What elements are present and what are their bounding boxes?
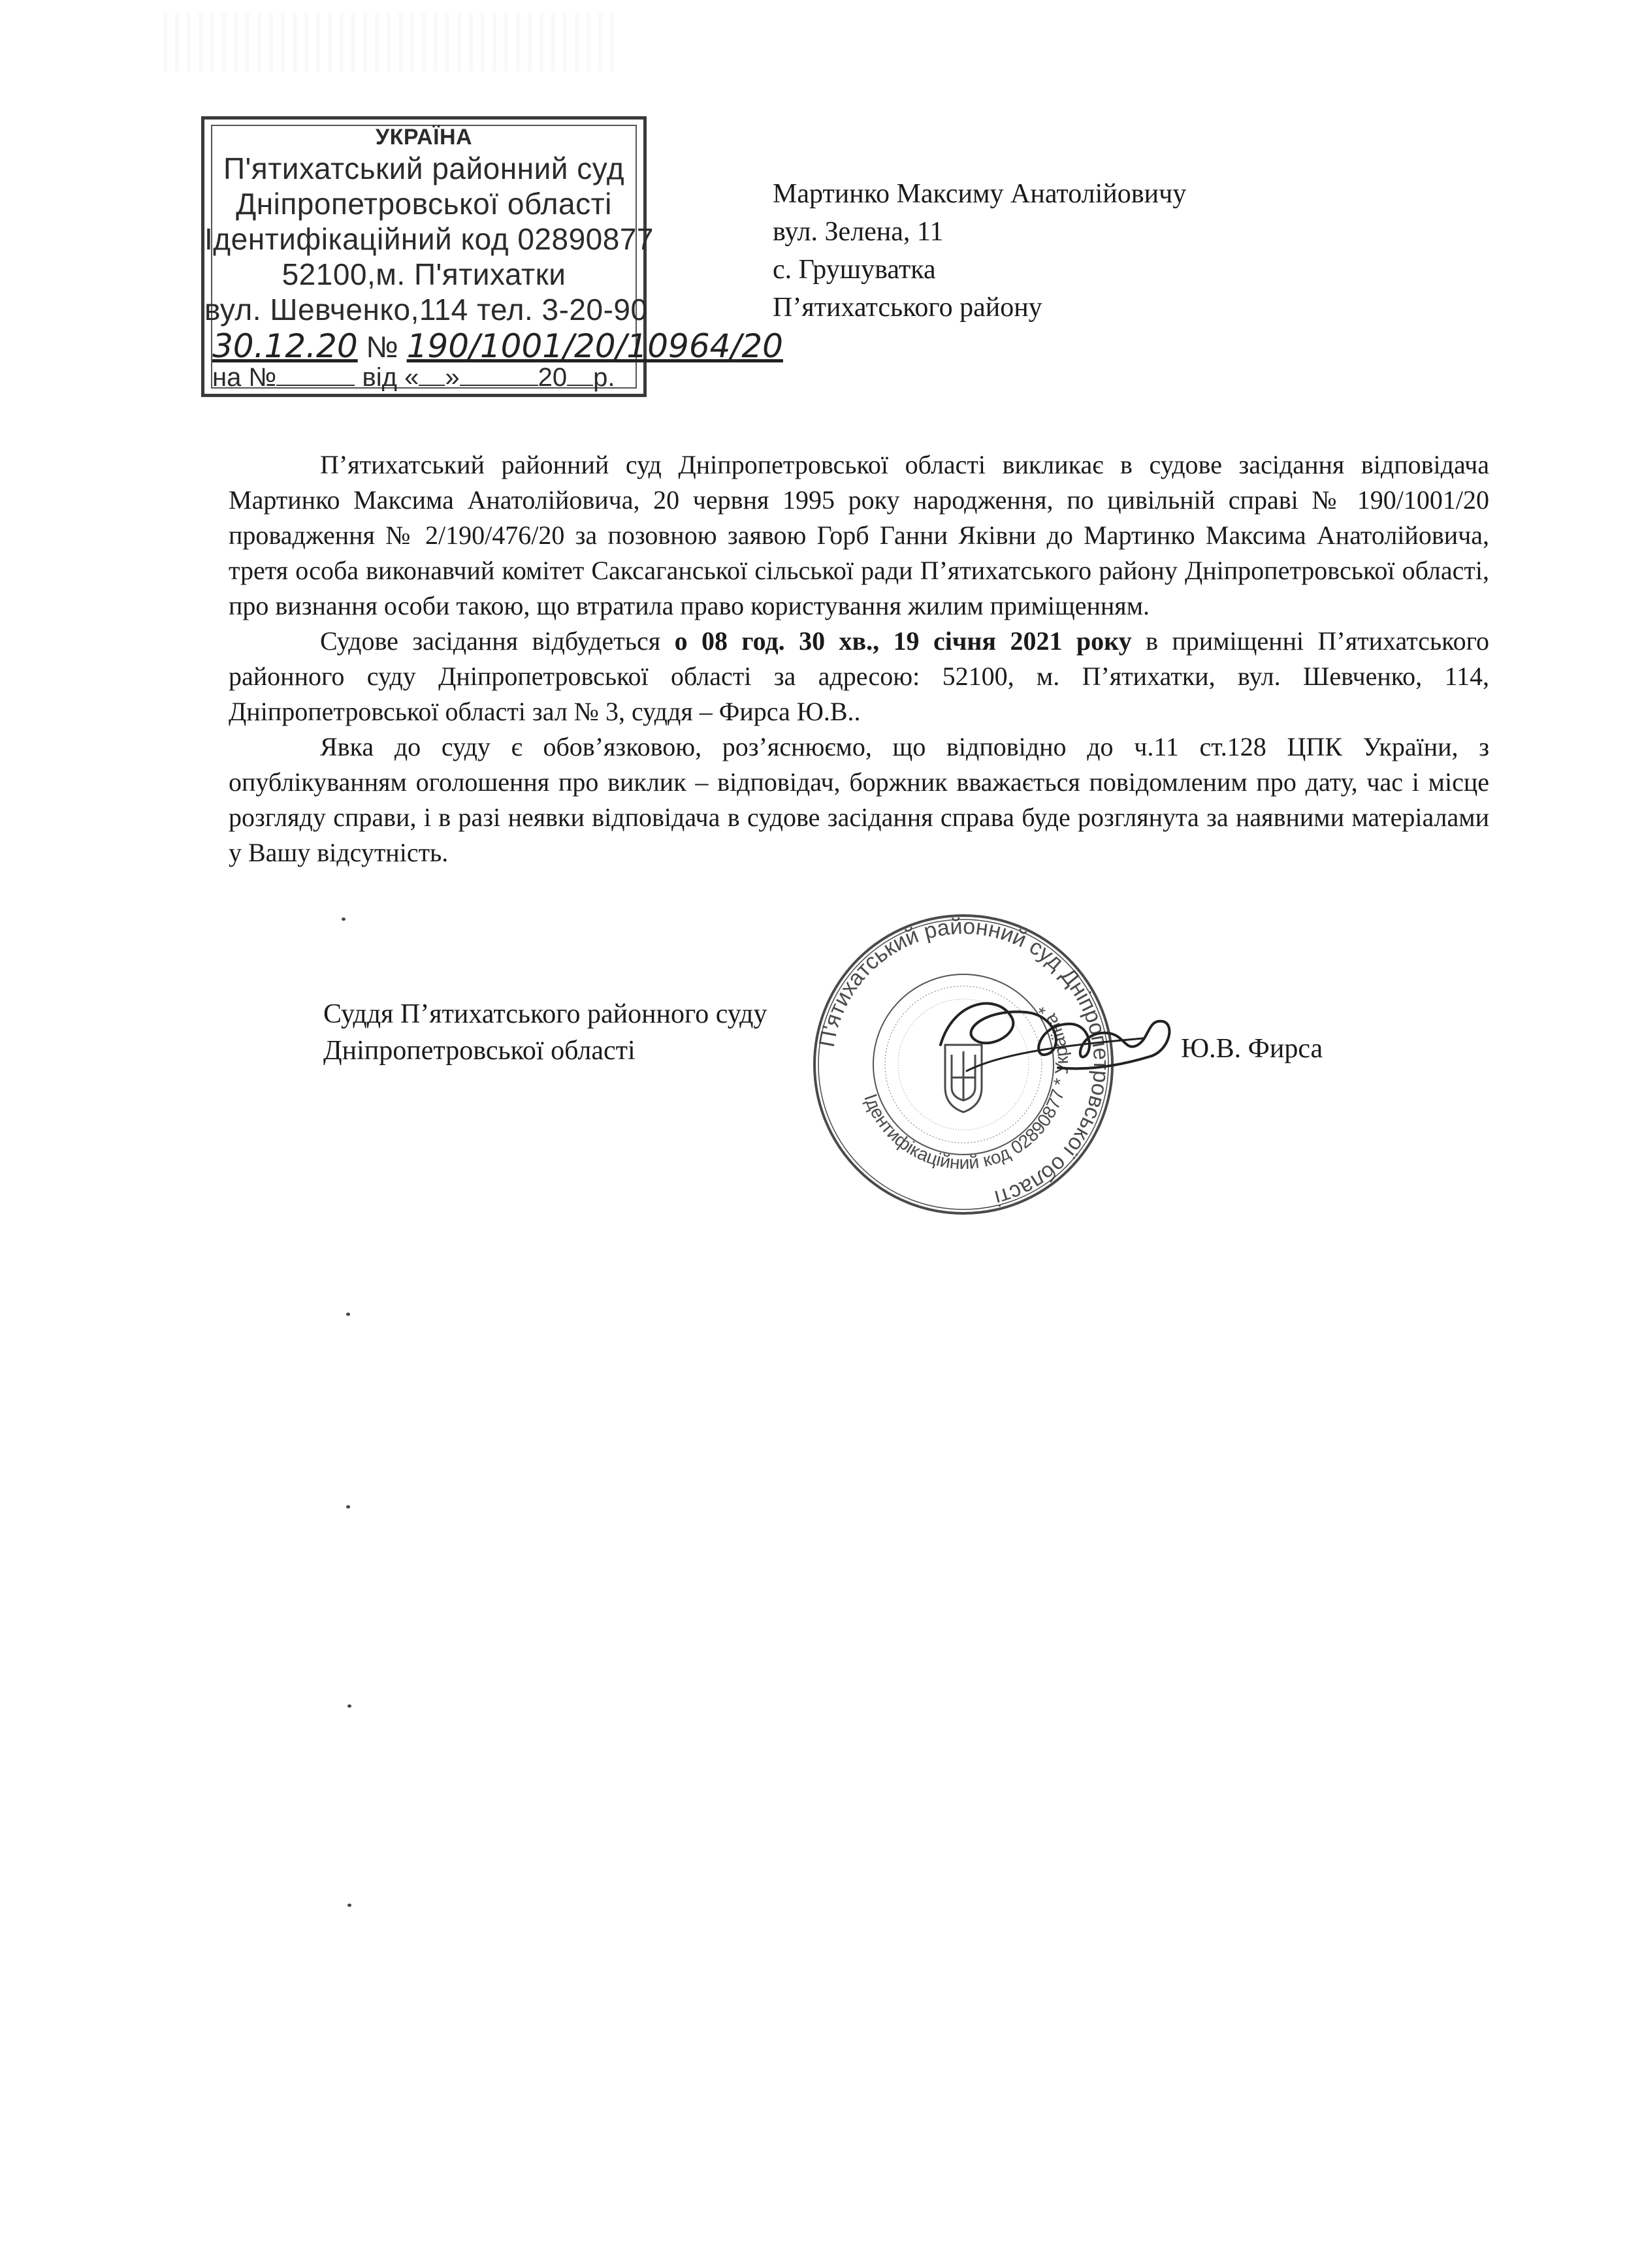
stamp-number: 190/1001/20/10964/20 — [406, 327, 783, 365]
stamp-street-phone: вул. Шевченко,114 тел. 3-20-90 — [204, 293, 648, 327]
stamp-blank-day — [419, 362, 445, 386]
hearing-text-before: Судове засідання відбудеться — [320, 626, 675, 656]
scan-dot — [346, 1505, 350, 1509]
seal-outer-text: П'ятихатський районний суд Дніпропетровської області — [814, 914, 1114, 1211]
scan-artifact — [163, 13, 620, 72]
stamp-registration-row — [212, 327, 783, 365]
addressee-district: П’ятихатського району — [773, 293, 1042, 323]
signatory-title-line2: Дніпропетровської області — [323, 1036, 636, 1066]
stamp-id-code: Ідентифікаційний код 02890877 — [204, 222, 654, 256]
addressee-block — [773, 175, 1186, 327]
hearing-datetime: о 08 год. 30 хв., 19 січня 2021 року — [674, 626, 1132, 656]
paragraph-hearing — [229, 624, 1489, 729]
stamp-reply-quote-close: » — [445, 363, 460, 392]
addressee-street: вул. Зелена, 11 — [773, 217, 944, 247]
signatory-title — [323, 996, 767, 1069]
stamp-blank-month — [460, 362, 538, 386]
stamp-blank-year — [567, 362, 593, 386]
judge-signature — [927, 973, 1202, 1097]
stamp-city: 52100,м. П'ятихатки — [282, 257, 566, 291]
letter-body — [229, 447, 1489, 870]
stamp-reply-row — [212, 362, 615, 392]
stamp-reply-year-suffix: р. — [593, 363, 615, 392]
scan-dot — [347, 1904, 351, 1907]
paragraph-summons: П’ятихатський районний суд Дніпропетровської області викликає в судове засідання відповідача Мартинко Максима Анатолійовича, 20 червня 1995 року народження, по цивільній справі № 190/1001/20 провадження № 2/190/476/20 за позовною заявою Горб Ганни Яківни до Мартинко Максима Анатолійовича, третя особа виконавчий комітет Саксаганської сільської ради П’ятихатського району Дніпропетровської області, про визнання особи такою, що втратила право користування жилим приміщенням. — [229, 450, 1489, 620]
stamp-number-label: № — [366, 330, 398, 364]
scan-dot — [342, 918, 346, 921]
stamp-blank-number — [276, 362, 355, 386]
scan-dot — [347, 1704, 351, 1708]
hearing-text-after: в приміщенні П’ятихатського районного суду Дніпропетровської області за адресою: 52100, м. П’ятихатки, вул. Шевченко, 114, Дніпропетровської області зал № 3, суддя – Фирса Ю.В.. — [229, 626, 1489, 726]
scan-dot — [346, 1313, 350, 1316]
addressee-village: с. Грушуватка — [773, 255, 936, 285]
stamp-region: Дніпропетровської області — [236, 187, 612, 221]
stamp-court-name: П'ятихатський районний суд — [223, 152, 625, 185]
stamp-date: 30.12.20 — [212, 327, 358, 365]
stamp-reply-year-prefix: 20 — [538, 363, 568, 392]
signatory-name: Ю.В. Фирса — [1181, 1034, 1323, 1064]
signatory-title-line1: Суддя П’ятихатського районного суду — [323, 999, 767, 1029]
registration-stamp — [201, 116, 783, 397]
paragraph-attendance: Явка до суду є обов’язковою, роз’яснюємо, що відповідно до ч.11 ст.128 ЦПК України, з опублікуванням оголошення про виклик – відповідач, боржник вважається повідомленим про дату, час і місце розгляду справи, і в разі неявки відповідача в судове засідання справа буде розглянута за наявними матеріалами у Вашу відсутність. — [229, 732, 1489, 867]
seal-inner-text: Ідентифікаційний код 02890877 * Україна * — [860, 1000, 1072, 1174]
stamp-reply-on-label: на № — [212, 363, 277, 392]
addressee-name: Мартинко Максиму Анатолійовичу — [773, 179, 1187, 209]
stamp-reply-from-label: від « — [362, 363, 419, 392]
stamp-country: УКРАЇНА — [375, 125, 473, 150]
